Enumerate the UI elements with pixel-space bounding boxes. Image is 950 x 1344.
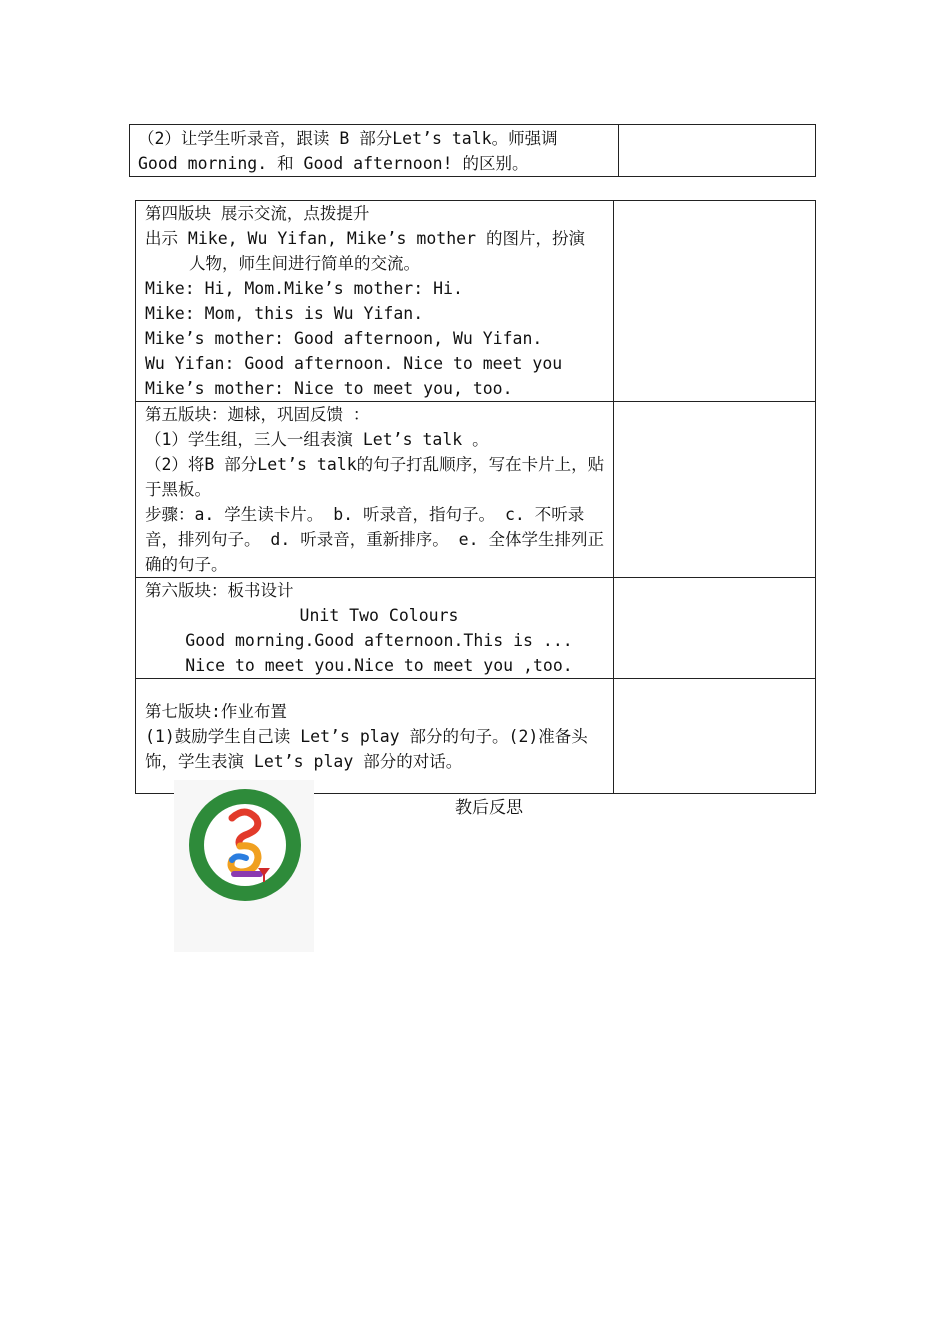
content-cell: [130, 125, 619, 177]
dialog-line: Wu Yifan: Good afternoon. Nice to meet you: [145, 354, 563, 373]
section-title: 第四版块 展示交流，点拨提升: [145, 204, 370, 223]
text-line: 出示 Mike, Wu Yifan, Mike’s mother 的图片，扮演: [145, 229, 585, 248]
text-paragraph: (1)鼓励学生自己读 Let’s play 部分的句子。(2)准备头饰，学生表演 Let’s play 部分的对话。: [145, 727, 588, 771]
table-row-section7: [136, 679, 816, 794]
section-title: 第六版块：板书设计: [145, 581, 294, 600]
board-line: Unit Two Colours: [299, 606, 459, 625]
lesson-plan-table-top: [129, 124, 816, 177]
dialog-line: Mike: Hi, Mom.Mike’s mother: Hi.: [145, 279, 463, 298]
notes-cell: [614, 402, 816, 578]
notes-cell: [619, 125, 816, 177]
school-seal-icon: [188, 788, 302, 902]
table-row: [130, 125, 816, 177]
table-row-section4: [136, 201, 816, 402]
board-line: Nice to meet you.Nice to meet you ,too.: [185, 656, 573, 675]
notes-cell: [614, 201, 816, 402]
text-line: （2）让学生听录音，跟读 B 部分Let’s talk。师强调: [138, 129, 558, 148]
table-row-section5: [136, 402, 816, 578]
dialog-line: Mike: Mom, this is Wu Yifan.: [145, 304, 424, 323]
notes-cell: [614, 679, 816, 794]
section-title: 第五版块：迦梂，巩固反馈 ：: [145, 405, 370, 424]
school-logo: [174, 780, 314, 952]
content-cell: [136, 679, 614, 794]
dialog-line: Mike’s mother: Good afternoon, Wu Yifan.: [145, 329, 543, 348]
section-title: 第七版块:作业布置: [145, 702, 287, 721]
text-line: （1）学生组，三人一组表演 Let’s talk 。: [145, 430, 489, 449]
text-paragraph: （2）将B 部分Let’s talk的句子打乱顺序，写在卡片上，贴于黑板。: [145, 455, 605, 499]
content-cell: [136, 402, 614, 578]
notes-cell: [614, 578, 816, 679]
text-line: 人物，师生间进行简单的交流。: [189, 254, 420, 273]
reflection-label: 教后反思: [455, 798, 523, 818]
content-cell: [136, 578, 614, 679]
text-line: Good morning. 和 Good afternoon! 的区别。: [138, 154, 529, 173]
lesson-plan-table: [135, 200, 816, 794]
table-row-section6: [136, 578, 816, 679]
text-paragraph: 步骤：a. 学生读卡片。 b. 听录音，指句子。 c. 不听录音，排列句子。 d. 听录音，重新排序。 e. 全体学生排列正确的句子。: [145, 505, 604, 574]
dialog-line: Mike’s mother: Nice to meet you, too.: [145, 379, 513, 398]
content-cell: [136, 201, 614, 402]
board-line: Good morning.Good afternoon.This is ...: [185, 631, 573, 650]
